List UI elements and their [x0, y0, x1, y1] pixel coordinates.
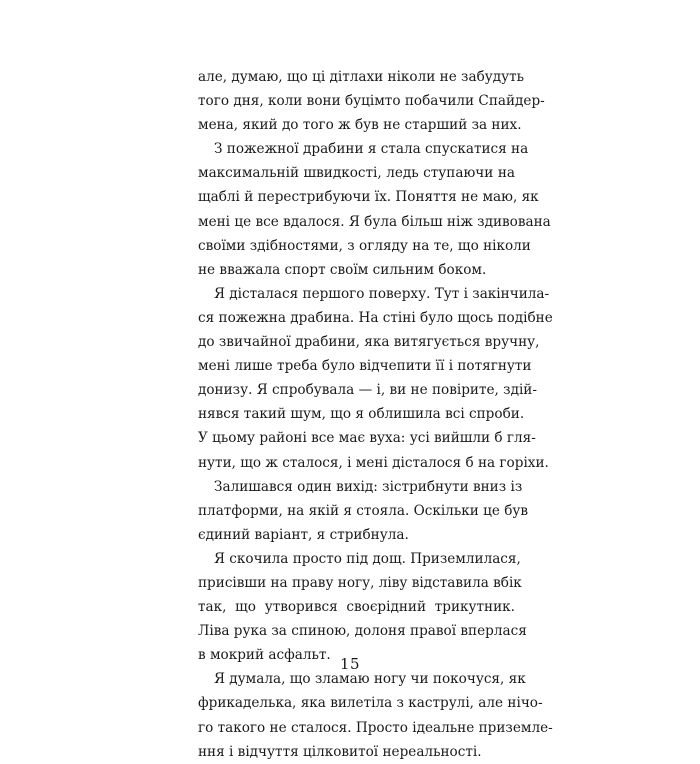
- paragraph: [198, 65, 545, 137]
- text-line: не вважала спорт своїм сильним боком.: [198, 261, 487, 278]
- paragraph: [198, 667, 553, 763]
- text-line: фрикаделька, яка вилетіла з каструлі, але нічо-: [198, 695, 543, 712]
- text-line: мені лише треба було відчепити її і потягнути: [198, 358, 532, 375]
- paragraph: [198, 137, 551, 282]
- paragraph: [198, 475, 529, 547]
- text-line: щаблі й перестрибуючи їх. Поняття не маю, як: [198, 189, 539, 206]
- text-line: З пожежної драбини я стала спускатися на: [214, 141, 529, 158]
- paragraph: [198, 547, 527, 667]
- text-line: мені це все вдалося. Я була більш ніж здивована: [198, 213, 551, 230]
- text-line: нявся такий шум, що я облишила всі спроби.: [198, 406, 525, 423]
- text-line: Я скочила просто під дощ. Приземлилася,: [214, 550, 521, 567]
- text-line: донизу. Я спробувала — і, ви не повірите, здій-: [198, 382, 537, 399]
- text-line: максимальній швидкості, ледь ступаючи на: [198, 165, 515, 182]
- text-line: єдиний варіант, я стрибнула.: [198, 526, 409, 543]
- text-line: ся пожежна драбина. На стіні було щось подібне: [198, 309, 553, 326]
- text-line: ння і відчуття цілковитої нереальності.: [198, 743, 482, 760]
- text-line: Я дісталася першого поверху. Тут і закінчила-: [214, 285, 550, 302]
- text-line: до звичайної драбини, яка витягується вручну,: [198, 334, 540, 351]
- paragraph: [198, 282, 553, 475]
- text-line: присівши на праву ногу, ліву відставила вбік: [198, 574, 522, 591]
- text-line: так, що утворився своєрідний трикутник.: [198, 599, 515, 616]
- text-line: нути, що ж сталося, і мені дісталося б на горіхи.: [198, 454, 549, 471]
- text-line: але, думаю, що ці дітлахи ніколи не забудуть: [198, 69, 525, 85]
- page-number: 15: [339, 655, 361, 673]
- text-line: платформи, на якій я стояла. Оскільки це був: [198, 502, 529, 519]
- text-line: того дня, коли вони буцімто побачили Спайдер-: [198, 93, 545, 110]
- text-line: У цьому районі все має вуха: усі вийшли б гля-: [198, 430, 536, 447]
- text-line: мена, який до того ж був не старший за них.: [198, 117, 522, 134]
- text-line: Ліва рука за спиною, долоня правої вперлася: [198, 623, 527, 640]
- text-line: го такого не сталося. Просто ідеальне приземле-: [198, 719, 553, 736]
- text-line: в мокрий асфальт.: [198, 647, 331, 664]
- text-line: Залишався один вихід: зістрибнути вниз із: [214, 478, 523, 495]
- text-line: своїми здібностями, з огляду на те, що ніколи: [198, 237, 531, 254]
- text-line: Я думала, що зламаю ногу чи покочуся, як: [214, 671, 526, 688]
